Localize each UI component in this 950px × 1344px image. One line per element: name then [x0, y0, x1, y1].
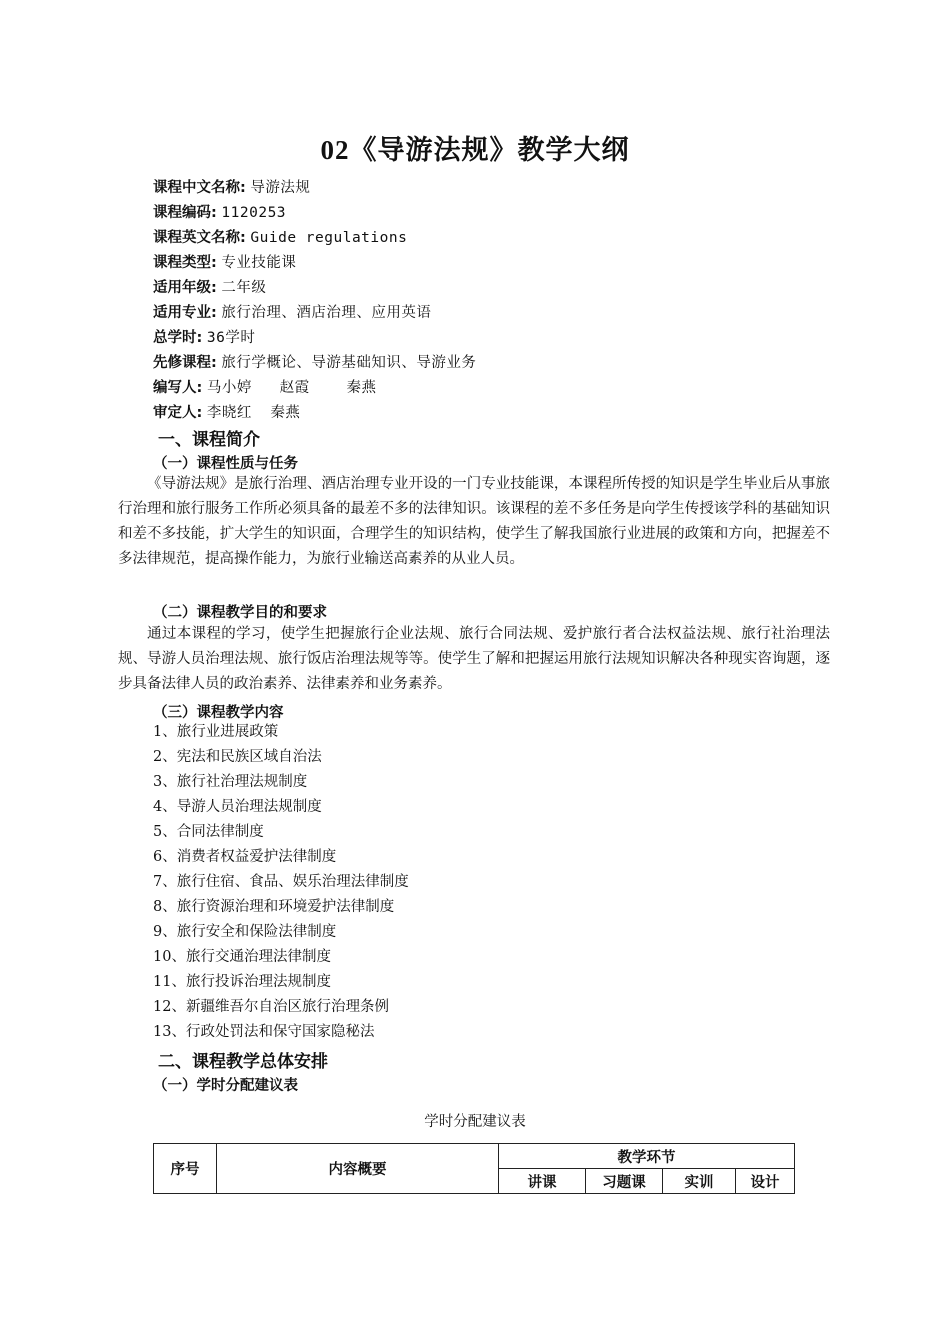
list-item: 12、新疆维吾尔自治区旅行治理条例 — [153, 999, 389, 1015]
header-seq: 序号 — [154, 1144, 217, 1194]
list-item: 2、宪法和民族区域自治法 — [153, 749, 322, 765]
document-title: 02《导游法规》教学大纲 — [320, 135, 630, 165]
meta-row-code — [153, 201, 476, 226]
course-info — [153, 176, 476, 426]
table-caption: 学时分配建议表 — [424, 1114, 526, 1130]
meta-value: 李晓红 秦燕 — [206, 405, 301, 421]
header-design: 设计 — [736, 1169, 795, 1194]
meta-label: 编写人: — [153, 380, 203, 396]
header-content: 内容概要 — [217, 1144, 499, 1194]
header-practice: 实训 — [663, 1169, 736, 1194]
section-heading-intro: 一、课程简介 — [158, 430, 260, 450]
subheading-content: （三）课程教学内容 — [153, 705, 284, 721]
content-list — [153, 720, 409, 1045]
meta-row-grade — [153, 276, 476, 301]
subheading-objectives: （二）课程教学目的和要求 — [153, 605, 327, 621]
hours-allocation-table — [153, 1143, 795, 1194]
meta-row-chinese-name — [153, 176, 476, 201]
meta-label: 适用年级: — [153, 280, 217, 296]
list-item: 6、消费者权益爱护法律制度 — [153, 849, 337, 865]
paragraph-nature: 《导游法规》是旅行治理、酒店治理专业开设的一门专业技能课，本课程所传授的知识是学生毕业后从事旅行治理和旅行服务工作所必须具备的最差不多的法律知识。该课程的差不多任务是向学生传授该学科的基础知识和差不多技能，扩大学生的知识面，合理学生的知识结构，使学生了解我国旅行业进展的政策和方向，把握差不多法律规范，提高操作能力，为旅行业输送高素养的从业人员。 — [118, 476, 830, 567]
meta-label: 审定人: — [153, 405, 203, 421]
table-header-row — [154, 1144, 795, 1169]
meta-label: 课程中文名称: — [153, 180, 246, 196]
subheading-nature: （一）课程性质与任务 — [153, 456, 298, 472]
list-item: 8、旅行资源治理和环境爱护法律制度 — [153, 899, 395, 915]
paragraph-objectives: 通过本课程的学习，使学生把握旅行企业法规、旅行合同法规、爱护旅行者合法权益法规、旅行社治理法规、导游人员治理法规、旅行饭店治理法规等等。使学生了解和把握运用旅行法规知识解决各种现实咨询题，逐步具备法律人员的政治素养、法律素养和业务素养。 — [118, 626, 830, 692]
header-lecture: 讲课 — [499, 1169, 586, 1194]
list-item: 3、旅行社治理法规制度 — [153, 774, 308, 790]
list-item: 5、合同法律制度 — [153, 824, 264, 840]
header-teaching-group: 教学环节 — [499, 1144, 795, 1169]
meta-value: 马小婷 赵霞 秦燕 — [206, 380, 377, 396]
meta-label: 课程编码: — [153, 205, 217, 221]
meta-row-type — [153, 251, 476, 276]
meta-label: 课程类型: — [153, 255, 217, 271]
meta-row-english-name — [153, 226, 476, 251]
meta-value: 旅行学概论、导游基础知识、导游业务 — [221, 355, 477, 371]
subheading-hours-table: （一）学时分配建议表 — [153, 1078, 298, 1094]
section-heading-arrangement: 二、课程教学总体安排 — [158, 1052, 328, 1072]
meta-row-authors — [153, 376, 476, 401]
list-item: 1、旅行业进展政策 — [153, 724, 279, 740]
meta-value: Guide regulations — [250, 230, 408, 246]
list-item: 4、导游人员治理法规制度 — [153, 799, 322, 815]
meta-value: 旅行治理、酒店治理、应用英语 — [221, 305, 432, 321]
meta-row-prerequisites — [153, 351, 476, 376]
meta-label: 课程英文名称: — [153, 230, 246, 246]
meta-row-reviewers — [153, 401, 476, 426]
meta-value: 1120253 — [221, 205, 287, 221]
list-item: 13、行政处罚法和保守国家隐秘法 — [153, 1024, 375, 1040]
meta-row-hours — [153, 326, 476, 351]
meta-label: 适用专业: — [153, 305, 217, 321]
meta-value: 36学时 — [206, 330, 256, 346]
list-item: 10、旅行交通治理法律制度 — [153, 949, 331, 965]
list-item: 9、旅行安全和保险法律制度 — [153, 924, 337, 940]
list-item: 7、旅行住宿、食品、娱乐治理法律制度 — [153, 874, 409, 890]
header-exercise: 习题课 — [586, 1169, 663, 1194]
meta-value: 二年级 — [221, 280, 267, 296]
list-item: 11、旅行投诉治理法规制度 — [153, 974, 331, 990]
meta-value: 专业技能课 — [221, 255, 297, 271]
meta-label: 总学时: — [153, 330, 203, 346]
meta-row-major — [153, 301, 476, 326]
meta-label: 先修课程: — [153, 355, 217, 371]
meta-value: 导游法规 — [250, 180, 311, 196]
